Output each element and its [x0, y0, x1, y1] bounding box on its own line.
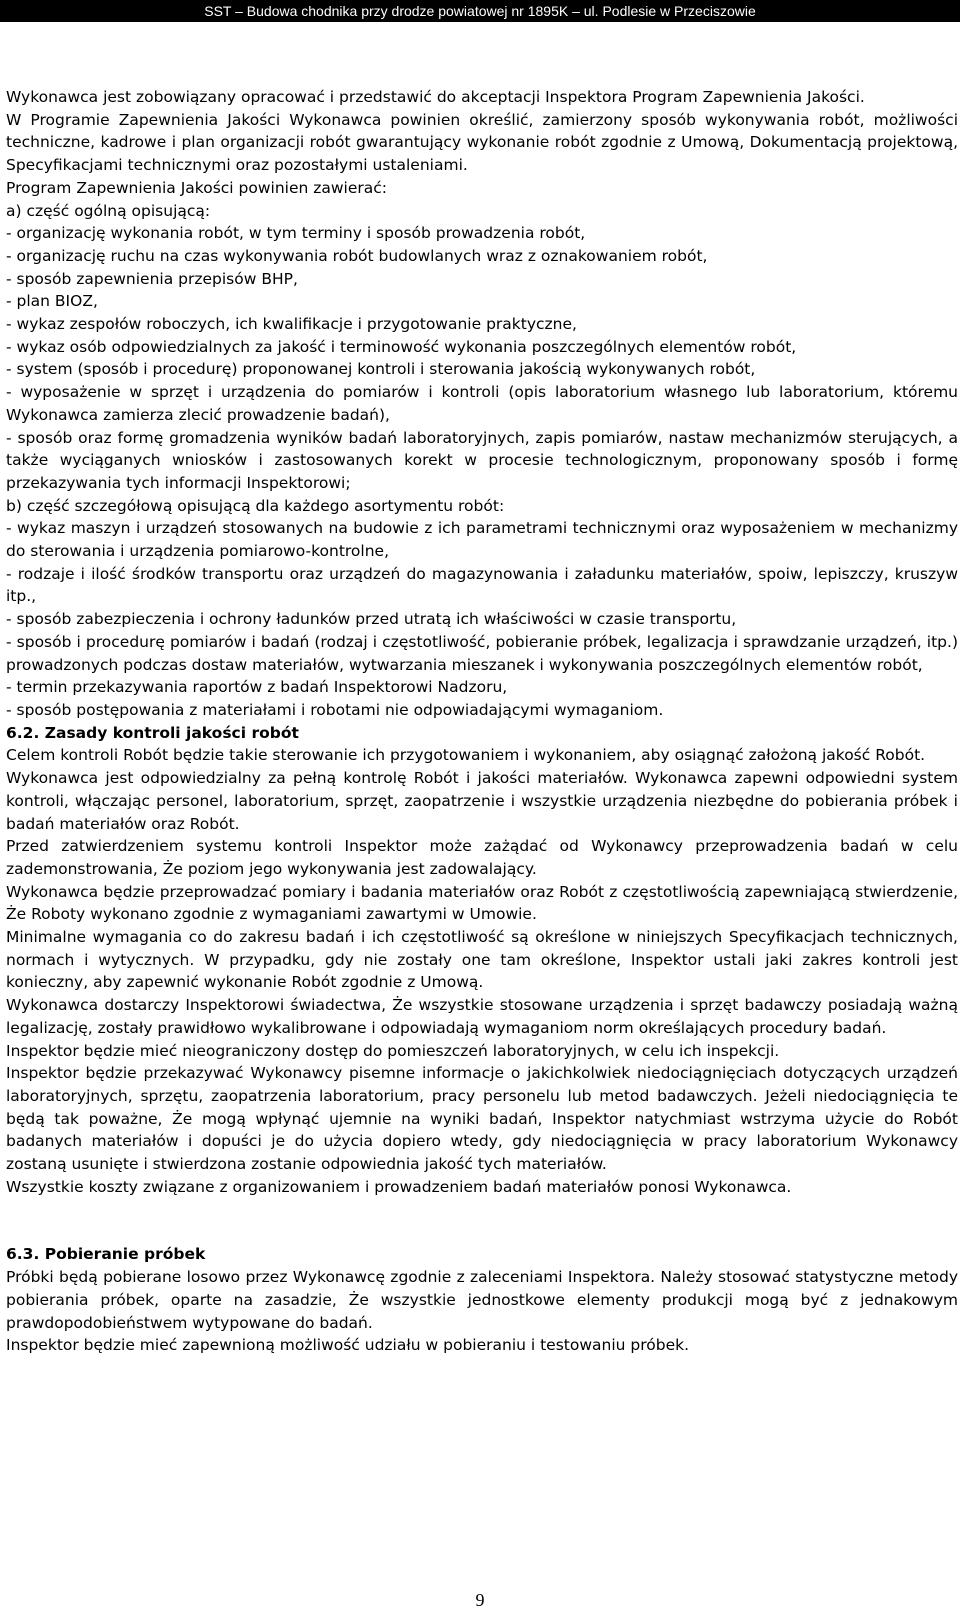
page-number: 9 — [475, 1590, 485, 1610]
paragraph: Inspektor będzie mieć nieograniczony dostęp do pomieszczeń laboratoryjnych, w celu ich inspekcji. — [6, 1041, 780, 1060]
paragraph: Próbki będą pobierane losowo przez Wykonawcę zgodnie z zaleceniami Inspektora. Należy stosować statystyczne metody pobierania próbek, oparte na zasadzie, Że wszystkie jednostkowe elementy produkcji mogą być z jednakowym prawdopodobieństwem wytypowane do badań. — [6, 1268, 958, 1332]
list-item: - sposób postępowania z materiałami i robotami nie odpowiadającymi wymaganiom. — [6, 700, 664, 719]
paragraph: Przed zatwierdzeniem systemu kontroli Inspektor może zażądać od Wykonawcy przeprowadzenia badań w celu zademonstrowania, Że poziom jego wykonywania jest zadowalający. — [6, 837, 958, 878]
list-item: - organizację ruchu na czas wykonywania robót budowlanych wraz z oznakowaniem robót, — [6, 246, 708, 265]
document-body — [6, 86, 958, 1357]
list-item: - plan BIOZ, — [6, 292, 98, 311]
list-item: - wykaz maszyn i urządzeń stosowanych na budowie z ich parametrami technicznymi oraz wyposażeniem w mechanizmy do sterowania i urządzenia pomiarowo-kontrolne, — [6, 519, 958, 561]
list-item: - sposób zapewnienia przepisów BHP, — [6, 269, 298, 288]
list-heading: a) część ogólną opisującą: — [6, 201, 211, 220]
paragraph: Wykonawca dostarczy Inspektorowi świadectwa, Że wszystkie stosowane urządzenia i sprzęt badawczy posiadają ważną legalizację, zostały prawidłowo wykalibrowane i odpowiadają wymaganiom norm określających procedury badań. — [6, 996, 958, 1037]
list-heading: b) część szczegółową opisującą dla każdego asortymentu robót: — [6, 496, 505, 515]
paragraph: Wszystkie koszty związane z organizowaniem i prowadzeniem badań materiałów ponosi Wykonawca. — [6, 1177, 792, 1196]
section-heading-6-2: 6.2. Zasady kontroli jakości robót — [6, 723, 299, 742]
paragraph: W Programie Zapewnienia Jakości Wykonawca powinien określić, zamierzony sposób wykonywania robót, możliwości techniczne, kadrowe i plan organizacji robót gwarantujący wykonanie robót zgodnie z Umową, Dokumentacją projektową, Specyfikacjami technicznymi oraz pozostałymi ustaleniami. — [6, 110, 958, 175]
paragraph: Minimalne wymagania co do zakresu badań i ich częstotliwość są określone w niniejszych Specyfikacjach technicznych, normach i wytycznych. W przypadku, gdy nie zostały one tam określone, Inspektor ustali jaki zakres kontroli jest konieczny, aby zapewnić wykonanie Robót zgodnie z Umową. — [6, 928, 958, 992]
list-item: - system (sposób i procedurę) proponowanej kontroli i sterowania jakością wykonywanych robót, — [6, 360, 756, 379]
list-item: - wyposażenie w sprzęt i urządzenia do pomiarów i kontroli (opis laboratorium własnego lub laboratorium, któremu Wykonawca zamierza zlecić prowadzenie badań), — [6, 383, 958, 424]
paragraph: Inspektor będzie mieć zapewnioną możliwość udziału w pobieraniu i testowaniu próbek. — [6, 1336, 690, 1355]
paragraph: Wykonawca jest zobowiązany opracować i przedstawić do akceptacji Inspektora Program Zapewnienia Jakości. — [6, 88, 865, 106]
paragraph: Inspektor będzie przekazywać Wykonawcy pisemne informacje o jakichkolwiek niedociągnięciach dotyczących urządzeń laboratoryjnych, sprzętu, zaopatrzenia laboratorium, pracy personelu lub metod badawczych. Jeżeli niedociągnięcia te będą tak poważne, Że mogą wpłynąć ujemnie na wyniki badań, Inspektor natychmiast wstrzyma użycie do Robót badanych materiałów i dopuści je do użycia dopiero wtedy, gdy niedociągnięcia w pracy laboratorium Wykonawcy zostaną usunięte i stwierdzona zostanie odpowiednia jakość tych materiałów. — [6, 1064, 958, 1174]
paragraph: Wykonawca będzie przeprowadzać pomiary i badania materiałów oraz Robót z częstotliwością zapewniającą stwierdzenie, Że Roboty wykonano zgodnie z wymaganiami zawartymi w Umowie. — [6, 882, 958, 924]
list-item: - sposób i procedurę pomiarów i badań (rodzaj i częstotliwość, pobieranie próbek, legalizacja i sprawdzanie urządzeń, itp.) prowadzonych podczas dostaw materiałów, wytwarzania mieszanek i wykonywania poszczególnych elementów robót, — [6, 632, 958, 674]
paragraph: Celem kontroli Robót będzie takie sterowanie ich przygotowaniem i wykonaniem, aby osiągnąć założoną jakość Robót. — [6, 746, 926, 765]
paragraph: Program Zapewnienia Jakości powinien zawierać: — [6, 178, 388, 197]
running-header: SST – Budowa chodnika przy drodze powiatowej nr 1895K – ul. Podlesie w Przeciszowie — [0, 0, 960, 22]
spacer — [6, 1198, 958, 1243]
list-item: - sposób zabezpieczenia i ochrony ładunków przed utratą ich właściwości w czasie transportu, — [6, 610, 737, 629]
list-item: - organizację wykonania robót, w tym terminy i sposób prowadzenia robót, — [6, 224, 586, 243]
list-item: - wykaz zespołów roboczych, ich kwalifikacje i przygotowanie praktyczne, — [6, 315, 577, 334]
paragraph: Wykonawca jest odpowiedzialny za pełną kontrolę Robót i jakości materiałów. Wykonawca zapewni odpowiedni system kontroli, włączając personel, laboratorium, sprzęt, zaopatrzenie i wszystkie urządzenia niezbędne do pobierania próbek i badań materiałów oraz Robót. — [6, 769, 958, 833]
list-item: - wykaz osób odpowiedzialnych za jakość i terminowość wykonania poszczególnych elementów robót, — [6, 337, 797, 356]
list-item: - rodzaje i ilość środków transportu oraz urządzeń do magazynowania i załadunku materiałów, spoiw, lepiszczy, kruszyw itp., — [6, 564, 958, 606]
section-heading-6-3: 6.3. Pobieranie próbek — [6, 1245, 206, 1264]
list-item: - termin przekazywania raportów z badań Inspektorowi Nadzoru, — [6, 678, 508, 697]
list-item: - sposób oraz formę gromadzenia wyników badań laboratoryjnych, zapis pomiarów, nastaw mechanizmów sterujących, a także wyciąganych wniosków i zastosowanych korekt w procesie technologicznym, proponowany sposób i formę przekazywania tych informacji Inspektorowi; — [6, 428, 958, 492]
